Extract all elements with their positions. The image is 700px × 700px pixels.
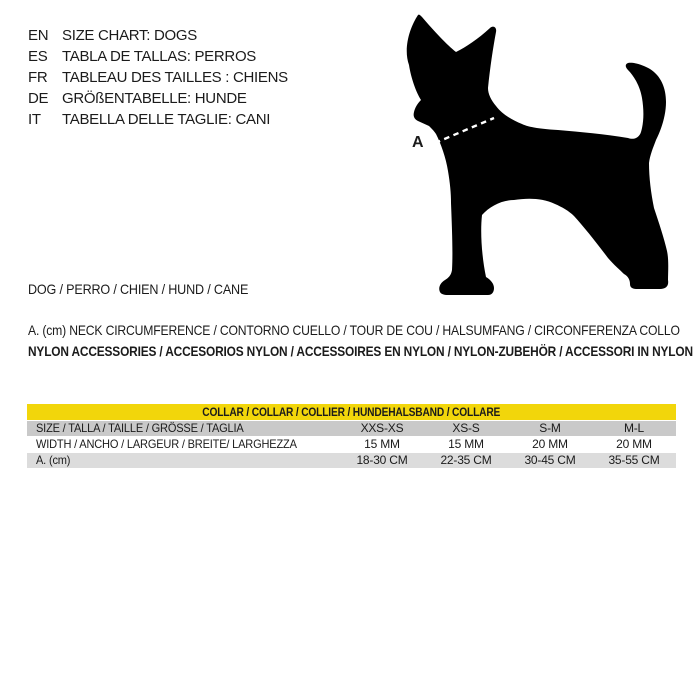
neck-circumference-note: A. (cm) NECK CIRCUMFERENCE / CONTORNO CUELLO / TOUR DE COU / HALSUMFANG / CIRCONFERENZA COLLO xyxy=(28,322,680,338)
row-label-text: WIDTH / ANCHO / LARGEUR / BREITE/ LARGHEZZA xyxy=(36,437,297,451)
neck-measure-label: A xyxy=(412,134,424,151)
size-chart-title-es: TABLA DE TALLAS: PERROS xyxy=(62,48,257,65)
nylon-material-note: NYLON ACCESSORIES / ACCESORIOS NYLON / ACCESSOIRES EN NYLON / NYLON-ZUBEHÖR / ACCESSORI IN NYLON xyxy=(28,343,693,359)
language-row xyxy=(28,88,288,109)
row-label-width xyxy=(27,437,340,452)
language-code: FR xyxy=(28,69,48,86)
size-chart-title-it: TABELLA DELLE TAGLIE: CANI xyxy=(62,111,271,128)
size-cell: XXS-XS xyxy=(360,421,404,435)
language-row xyxy=(28,46,288,67)
language-row xyxy=(28,109,288,130)
table-title: COLLAR / COLLAR / COLLIER / HUNDEHALSBAND / COLLARE xyxy=(202,405,501,419)
language-code: ES xyxy=(28,48,48,65)
chihuahua-silhouette-svg xyxy=(390,8,690,308)
dog-body-shape xyxy=(407,15,669,295)
table-row-size xyxy=(27,421,676,437)
language-code: DE xyxy=(28,90,49,107)
neck-cell: 35-55 CM xyxy=(608,453,660,467)
neck-cell: 22-35 CM xyxy=(440,453,492,467)
animal-name-line: DOG / PERRO / CHIEN / HUND / CANE xyxy=(28,281,249,297)
row-label-text: A. (cm) xyxy=(36,453,71,467)
size-cell: XS-S xyxy=(452,421,480,435)
language-row xyxy=(28,25,288,46)
language-title-list xyxy=(28,25,288,130)
language-row xyxy=(28,67,288,88)
language-code: EN xyxy=(28,27,49,44)
width-cell: 15 MM xyxy=(364,437,400,451)
neck-cell: 18-30 CM xyxy=(356,453,408,467)
collar-size-table xyxy=(27,404,676,469)
table-row-neck-circumference xyxy=(27,453,676,469)
size-chart-title-fr: TABLEAU DES TAILLES : CHIENS xyxy=(62,69,288,86)
row-label-size xyxy=(27,421,340,436)
width-cell: 15 MM xyxy=(448,437,484,451)
neck-cell: 30-45 CM xyxy=(524,453,576,467)
table-row-width xyxy=(27,437,676,453)
language-code: IT xyxy=(28,111,41,128)
size-cell: M-L xyxy=(623,421,645,435)
size-cell: S-M xyxy=(539,421,561,435)
size-chart-title-de: GRÖßENTABELLE: HUNDE xyxy=(62,90,247,107)
width-cell: 20 MM xyxy=(616,437,652,451)
dog-silhouette-icon xyxy=(390,8,690,308)
row-label-text: SIZE / TALLA / TAILLE / GRÖSSE / TAGLIA xyxy=(36,421,244,435)
size-chart-title-en: SIZE CHART: DOGS xyxy=(62,27,197,44)
row-label-neck xyxy=(27,453,340,468)
table-title-bar xyxy=(27,404,676,421)
width-cell: 20 MM xyxy=(532,437,568,451)
